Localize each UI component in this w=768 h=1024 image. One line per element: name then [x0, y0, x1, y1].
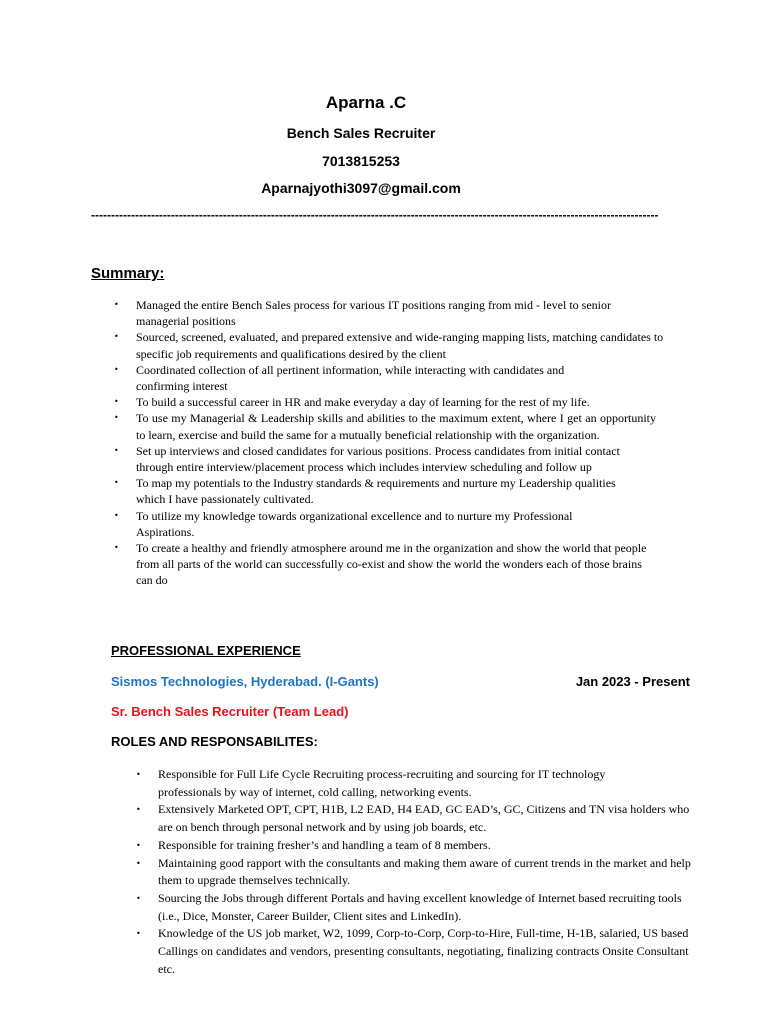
summary-item: [114, 410, 656, 442]
summary-item: [114, 443, 648, 475]
summary-item-text: Managed the entire Bench Sales process for various IT positions ranging from mid - level to senior managerial positions: [136, 298, 611, 329]
summary-item: [114, 475, 648, 507]
summary-item-text: To use my Managerial & Leadership skills and abilities to the maximum extent, where I get an opportunity to learn, exercise and build the same for a mutually beneficial relationship with the organization.: [136, 411, 656, 442]
role-item: [136, 837, 696, 855]
role-item: [136, 855, 698, 890]
bullet-icon: •: [136, 770, 141, 779]
summary-item-text: To utilize my knowledge towards organizational excellence and to nurture my Professional Aspirations.: [136, 508, 573, 539]
summary-item: [114, 362, 596, 394]
role-item: [136, 890, 688, 925]
bullet-icon: •: [136, 893, 141, 903]
summary-item-text: To build a successful career in HR and make everyday a day of learning for the rest of my life.: [136, 395, 590, 410]
summary-heading: Summary:: [91, 265, 165, 282]
bullet-icon: •: [114, 397, 119, 407]
summary-list: [114, 297, 664, 589]
employment-dates: Jan 2023 - Present: [575, 674, 690, 689]
role-item-text: Responsible for training fresher’s and handling a team of 8 members.: [158, 837, 491, 852]
header-divider: ----------------------------------------------------------------------------------------------------------------------------------------------: [91, 208, 659, 222]
role-item-text: Responsible for Full Life Cycle Recruiting process-recruiting and sourcing for IT technology professionals by way of internet, cold calling, networking events.: [158, 767, 606, 799]
summary-item-text: Sourced, screened, evaluated, and prepared extensive and wide-ranging mapping lists, matching candidates to specific job requirements and qualifications desired by the client: [136, 330, 664, 361]
bullet-icon: •: [114, 413, 119, 423]
role-item-text: Sourcing the Jobs through different Portals and having excellent knowledge of Internet based recruiting tools (i.e., Dice, Monster, Career Builder, Client sites and LinkedIn).: [158, 890, 682, 923]
summary-item-text: Set up interviews and closed candidates for various positions. Process candidates from initial contact through entire interview/placement process which includes interview scheduling and follow up: [136, 443, 620, 475]
bullet-icon: •: [114, 478, 119, 488]
bullet-icon: •: [114, 364, 119, 374]
bullet-icon: •: [114, 543, 119, 553]
bullet-icon: •: [114, 332, 119, 342]
candidate-phone: 7013815253: [322, 153, 400, 169]
role-item: [136, 925, 690, 978]
role-item-text: Knowledge of the US job market, W2, 1099, Corp-to-Corp, Corp-to-Hire, Full-time, H-1B, salaried, US based Callings on candidates and vendors, presenting consultants, negotiating, finalizing contracts Onsite Consultant etc.: [158, 926, 689, 976]
summary-item: [114, 329, 681, 361]
bullet-icon: •: [114, 445, 119, 455]
roles-list: [136, 766, 696, 978]
summary-item: [114, 508, 606, 540]
summary-item: [114, 297, 636, 329]
bullet-icon: •: [136, 805, 141, 815]
company-name: Sismos Technologies, Hyderabad. (I-Gants): [111, 674, 379, 689]
bullet-icon: •: [136, 858, 141, 868]
summary-item-text: To create a healthy and friendly atmosphere around me in the organization and show the world that people from all parts of the world can successfully co-exist and show the world the wonders each of those brains can do: [136, 541, 647, 588]
role-item-text: Extensively Marketed OPT, CPT, H1B, L2 EAD, H4 EAD, GC EAD’s, GC, Citizens and TN visa holders who are on bench through personal network and by using job boards, etc.: [158, 802, 690, 835]
role-item-text: Maintaining good rapport with the consultants and making them aware of current trends in the market and help them to upgrade themselves technically.: [158, 855, 691, 888]
professional-experience-heading: PROFESSIONAL EXPERIENCE: [111, 643, 301, 658]
summary-item: [114, 394, 681, 410]
candidate-email: Aparnajyothi3097@gmail.com: [261, 180, 461, 196]
summary-item-text: Coordinated collection of all pertinent information, while interacting with candidates and confirming interest: [136, 362, 565, 394]
bullet-icon: •: [114, 510, 119, 520]
summary-item: [114, 540, 656, 589]
bullet-icon: •: [136, 840, 141, 850]
bullet-icon: •: [114, 300, 119, 309]
role-item: [136, 766, 638, 801]
candidate-role: Bench Sales Recruiter: [286, 125, 436, 141]
roles-heading: ROLES AND RESPONSABILITES:: [111, 734, 318, 749]
summary-item-text: To map my potentials to the Industry standards & requirements and nurture my Leadership qualities which I have passionately cultivated.: [136, 476, 616, 507]
bullet-icon: •: [136, 929, 141, 939]
role-item: [136, 801, 696, 836]
candidate-name: Aparna .C: [325, 93, 407, 112]
job-title: Sr. Bench Sales Recruiter (Team Lead): [111, 704, 349, 719]
